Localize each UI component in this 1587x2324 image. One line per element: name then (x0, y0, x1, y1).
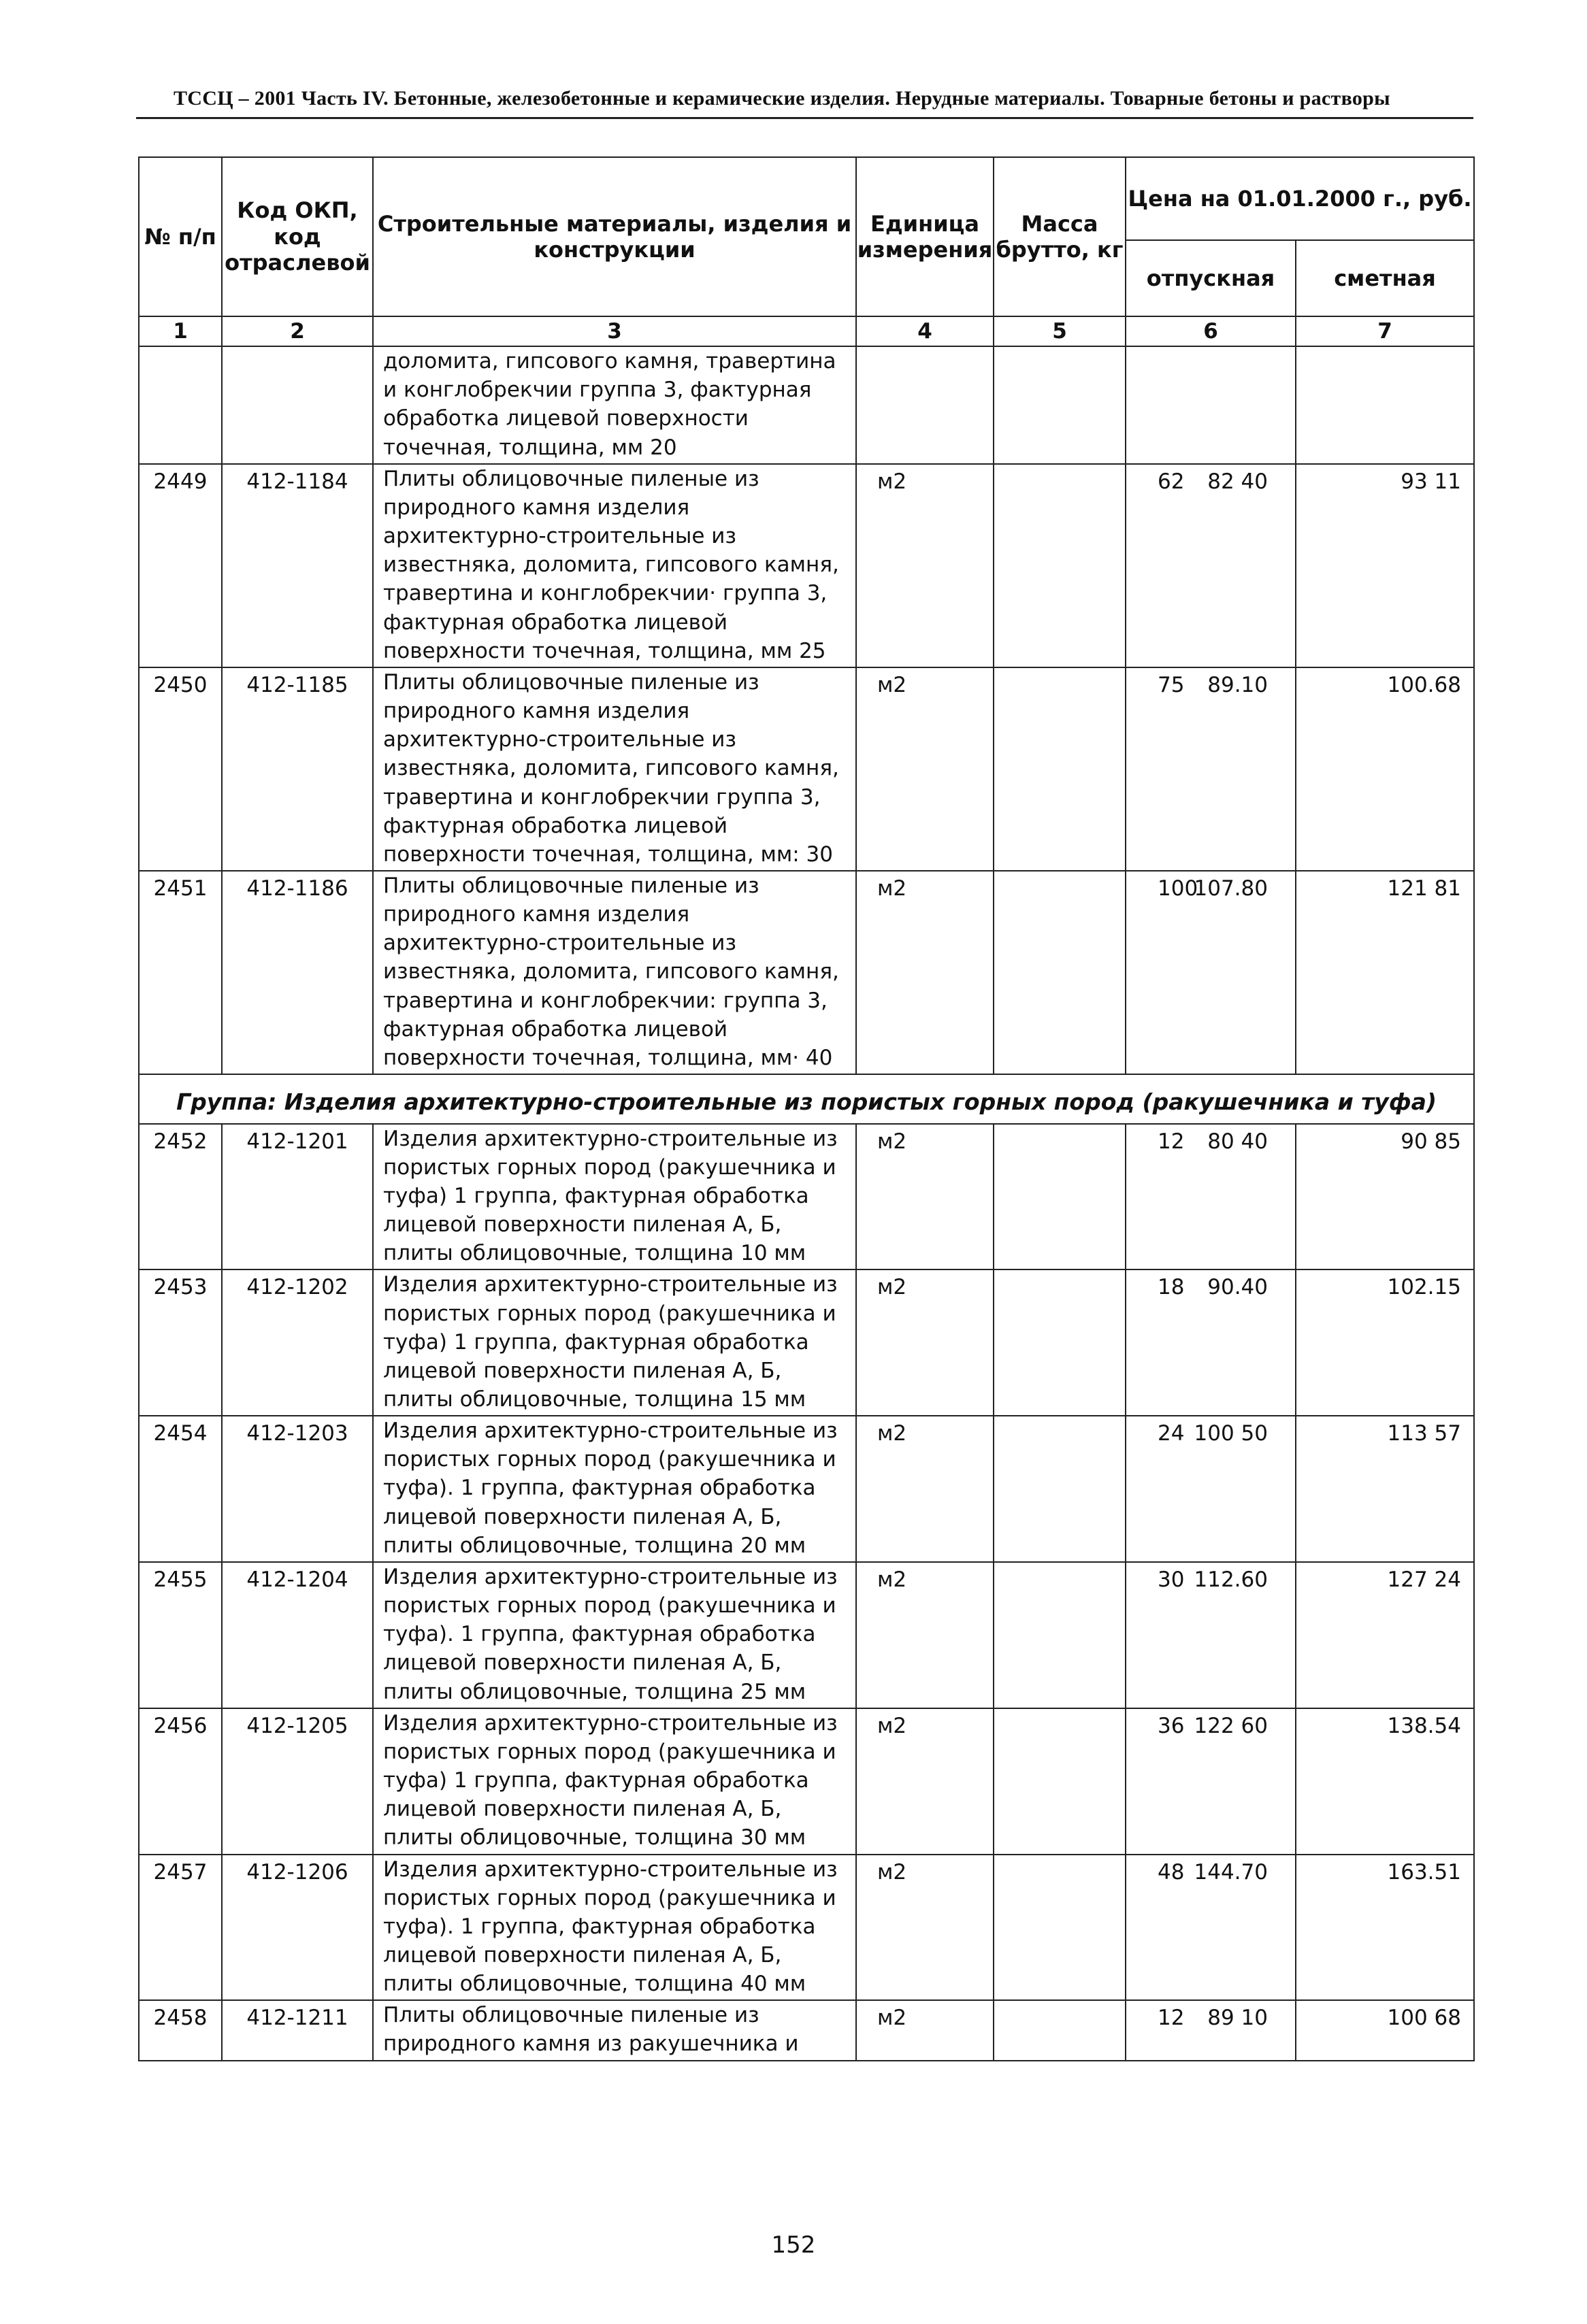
column-number: 4 (856, 316, 994, 346)
row-mass: 36 (994, 1708, 1126, 1855)
row-price-estimate: 100 68 (1296, 2000, 1474, 2060)
page-number: 152 (771, 2231, 816, 2259)
row-code: 412-1211 (222, 2000, 373, 2060)
table-row (139, 1855, 1474, 2001)
row-price-release: 100 50 (1126, 1416, 1296, 1562)
column-header-code: Код ОКП, код отраслевой (222, 157, 373, 316)
row-mass: 30 (994, 1562, 1126, 1708)
row-unit: м2 (856, 1708, 994, 1855)
row-mass: 75 (994, 667, 1126, 871)
table-row (139, 1269, 1474, 1416)
row-price-estimate: 138.54 (1296, 1708, 1474, 1855)
row-mass: 12 (994, 2000, 1126, 2060)
group-title: Группа: Изделия архитектурно-строительные из пористых горных пород (ракушечника и туфа) (139, 1074, 1474, 1124)
row-price-release: 89.10 (1126, 667, 1296, 871)
row-unit: м2 (856, 2000, 994, 2060)
row-price-estimate: 127 24 (1296, 1562, 1474, 1708)
row-unit: м2 (856, 1124, 994, 1270)
row-code: 412-1205 (222, 1708, 373, 1855)
row-price-estimate: 90 85 (1296, 1124, 1474, 1270)
row-code: 412-1204 (222, 1562, 373, 1708)
column-numbers-row (139, 316, 1474, 346)
row-description: Изделия архитектурно-строительные из пористых горных пород (ракушечника и туфа) 1 группа, фактурная обработка лицевой поверхности пиленая А, Б, плиты облицовочные, толщина 15 мм (373, 1269, 856, 1416)
row-unit: м2 (856, 464, 994, 667)
row-price-release: 89 10 (1126, 2000, 1296, 2060)
row-mass: 100 (994, 871, 1126, 1074)
row-mass: 62 (994, 464, 1126, 667)
row-price-release: 107.80 (1126, 871, 1296, 1074)
table-row (139, 1562, 1474, 1708)
row-description: Плиты облицовочные пиленые из природного камня изделия архитектурно-строительные из известняка, доломита, гипсового камня, травертина и конглобрекчии· группа 3, фактурная обработка лицевой поверхности точечная, толщина, мм 25 (373, 464, 856, 667)
row-code: 412-1186 (222, 871, 373, 1074)
row-code: 412-1185 (222, 667, 373, 871)
continuation-row (139, 346, 1474, 464)
column-header-mass: Масса брутто, кг (994, 157, 1126, 316)
row-mass: 12 (994, 1124, 1126, 1270)
row-code: 412-1184 (222, 464, 373, 667)
column-number: 3 (373, 316, 856, 346)
row-number: 2455 (139, 1562, 222, 1708)
table-row (139, 464, 1474, 667)
row-price-release: 122 60 (1126, 1708, 1296, 1855)
row-number: 2450 (139, 667, 222, 871)
continuation-text: доломита, гипсового камня, травертина и конглобрекчии группа 3, фактурная обработка лицевой поверхности точечная, толщина, мм 20 (373, 346, 856, 464)
column-header-price-release: отпускная (1126, 240, 1296, 316)
row-price-estimate: 121 81 (1296, 871, 1474, 1074)
row-number: 2453 (139, 1269, 222, 1416)
row-number: 2458 (139, 2000, 222, 2060)
row-price-estimate: 163.51 (1296, 1855, 1474, 2001)
table-row (139, 2000, 1474, 2060)
row-price-estimate: 113 57 (1296, 1416, 1474, 1562)
row-price-release: 90.40 (1126, 1269, 1296, 1416)
row-code: 412-1203 (222, 1416, 373, 1562)
header-rule (136, 117, 1473, 119)
row-number: 2452 (139, 1124, 222, 1270)
row-unit: м2 (856, 1562, 994, 1708)
row-unit: м2 (856, 1269, 994, 1416)
row-number: 2456 (139, 1708, 222, 1855)
table-row (139, 1708, 1474, 1855)
row-number: 2454 (139, 1416, 222, 1562)
column-number: 7 (1296, 316, 1474, 346)
row-price-release: 112.60 (1126, 1562, 1296, 1708)
row-unit: м2 (856, 1416, 994, 1562)
row-price-estimate: 93 11 (1296, 464, 1474, 667)
row-description: Изделия архитектурно-строительные из пористых горных пород (ракушечника и туфа). 1 группа, фактурная обработка лицевой поверхности пиленая А, Б, плиты облицовочные, толщина 20 мм (373, 1416, 856, 1562)
table-row (139, 871, 1474, 1074)
column-number: 2 (222, 316, 373, 346)
table-body (139, 316, 1474, 2061)
row-description: Плиты облицовочные пиленые из природного камня изделия архитектурно-строительные из известняка, доломита, гипсового камня, травертина и конглобрекчии: группа 3, фактурная обработка лицевой поверхности точечная, толщина, мм· 40 (373, 871, 856, 1074)
row-description: Плиты облицовочные пиленые из природного камня изделия архитектурно-строительные из известняка, доломита, гипсового камня, травертина и конглобрекчии группа 3, фактурная обработка лицевой поверхности точечная, толщина, мм: 30 (373, 667, 856, 871)
column-number: 5 (994, 316, 1126, 346)
row-price-estimate: 102.15 (1296, 1269, 1474, 1416)
price-table (138, 156, 1475, 2061)
row-mass: 48 (994, 1855, 1126, 2001)
row-description: Изделия архитектурно-строительные из пористых горных пород (ракушечника и туфа). 1 группа, фактурная обработка лицевой поверхности пиленая А, Б, плиты облицовочные, толщина 40 мм (373, 1855, 856, 2001)
row-number: 2449 (139, 464, 222, 667)
row-mass: 24 (994, 1416, 1126, 1562)
column-number: 1 (139, 316, 222, 346)
column-header-unit: Единица измерения (856, 157, 994, 316)
row-description: Изделия архитектурно-строительные из пористых горных пород (ракушечника и туфа) 1 группа, фактурная обработка лицевой поверхности пиленая А, Б, плиты облицовочные, толщина 30 мм (373, 1708, 856, 1855)
group-row (139, 1074, 1474, 1124)
row-unit: м2 (856, 1855, 994, 2001)
row-code: 412-1202 (222, 1269, 373, 1416)
row-price-release: 80 40 (1126, 1124, 1296, 1270)
row-code: 412-1206 (222, 1855, 373, 2001)
row-price-release: 82 40 (1126, 464, 1296, 667)
row-price-release: 144.70 (1126, 1855, 1296, 2001)
row-description: Плиты облицовочные пиленые из природного камня из ракушечника и (373, 2000, 856, 2060)
column-header-num: № п/п (139, 157, 222, 316)
row-unit: м2 (856, 667, 994, 871)
table-row (139, 1416, 1474, 1562)
table-row (139, 1124, 1474, 1270)
column-header-name: Строительные материалы, изделия и конструкции (373, 157, 856, 316)
row-description: Изделия архитектурно-строительные из пористых горных пород (ракушечника и туфа). 1 группа, фактурная обработка лицевой поверхности пиленая А, Б, плиты облицовочные, толщина 25 мм (373, 1562, 856, 1708)
row-number: 2457 (139, 1855, 222, 2001)
row-number: 2451 (139, 871, 222, 1074)
row-mass: 18 (994, 1269, 1126, 1416)
table-row (139, 667, 1474, 871)
row-description: Изделия архитектурно-строительные из пористых горных пород (ракушечника и туфа) 1 группа, фактурная обработка лицевой поверхности пиленая А, Б, плиты облицовочные, толщина 10 мм (373, 1124, 856, 1270)
row-unit: м2 (856, 871, 994, 1074)
column-header-price: Цена на 01.01.2000 г., руб. (1126, 157, 1474, 240)
column-number: 6 (1126, 316, 1296, 346)
page-header: ТССЦ – 2001 Часть IV. Бетонные, железобетонные и керамические изделия. Нерудные материалы. Товарные бетоны и растворы (174, 87, 1390, 110)
row-price-estimate: 100.68 (1296, 667, 1474, 871)
row-code: 412-1201 (222, 1124, 373, 1270)
column-header-price-estimate: сметная (1296, 240, 1474, 316)
